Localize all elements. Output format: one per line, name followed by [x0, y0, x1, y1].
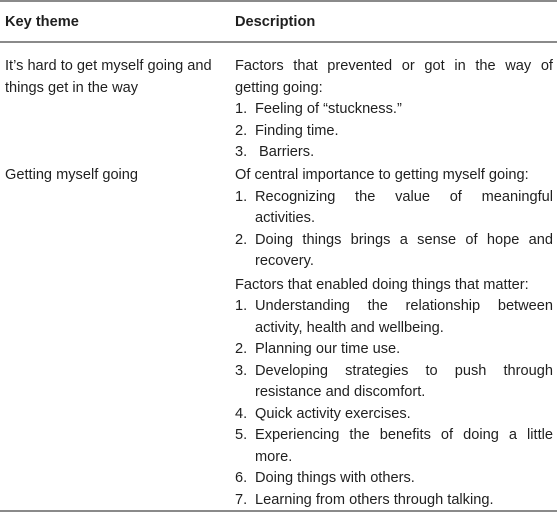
list-item	[235, 361, 553, 404]
row-2-description	[235, 165, 553, 511]
item-text: Barriers.	[259, 144, 315, 160]
item-text: Experiencing the benefits of doing a little more.	[255, 427, 553, 465]
item-number: 1.	[235, 188, 248, 205]
item-text: Feeling of “stuckness.”	[255, 101, 402, 117]
item-number: 2.	[235, 122, 248, 139]
group-items	[235, 99, 553, 164]
item-number: 2.	[235, 231, 248, 248]
item-text: Finding time.	[255, 122, 339, 139]
header-key-theme: Key theme	[5, 14, 79, 30]
list-item	[235, 404, 553, 426]
item-number: 5.	[235, 427, 248, 443]
item-text: Recognizing the value of meaningful activities.	[255, 188, 553, 226]
item-text: Doing things with others.	[255, 470, 415, 486]
item-number: 7.	[235, 491, 248, 508]
item-text: Understanding the relationship between activity, health and wellbeing.	[255, 298, 553, 336]
list-item	[235, 490, 553, 512]
list-item	[235, 339, 553, 361]
group-intro: Of central importance to getting myself going:	[235, 167, 529, 183]
bottom-rule	[0, 510, 557, 512]
item-number: 4.	[235, 405, 248, 422]
group-items	[235, 296, 553, 511]
list-item	[235, 468, 553, 490]
list-item	[235, 99, 553, 121]
row-2-group-2	[235, 275, 553, 512]
item-text: Planning our time use.	[255, 341, 401, 357]
list-item	[235, 142, 553, 164]
item-number: 6.	[235, 470, 248, 486]
item-number: 1.	[235, 101, 248, 117]
row-2-theme: Getting myself going	[5, 167, 139, 183]
header-description: Description	[235, 14, 316, 30]
row-1-theme: It’s hard to get myself going and things get in the way	[5, 58, 212, 96]
item-number: 3.	[235, 362, 248, 379]
group-intro: Factors that prevented or got in the way of getting going:	[235, 58, 553, 96]
item-number: 2.	[235, 341, 248, 357]
group-intro: Factors that enabled doing things that matter:	[235, 276, 529, 293]
top-rule	[0, 0, 557, 2]
list-item	[235, 296, 553, 339]
group-items	[235, 187, 553, 273]
item-number: 3.	[235, 144, 248, 160]
list-item	[235, 230, 553, 273]
list-item	[235, 121, 553, 143]
item-text: Doing things brings a sense of hope and recovery.	[255, 231, 553, 269]
header-rule	[0, 41, 557, 43]
row-1-description	[235, 56, 553, 164]
item-text: Learning from others through talking.	[255, 491, 494, 508]
list-item	[235, 425, 553, 468]
item-text: Developing strategies to push through resistance and discomfort.	[255, 362, 553, 400]
list-item	[235, 187, 553, 230]
item-text: Quick activity exercises.	[255, 405, 411, 422]
item-number: 1.	[235, 298, 248, 314]
row-1-group-1	[235, 56, 553, 164]
row-2-group-1	[235, 165, 553, 273]
